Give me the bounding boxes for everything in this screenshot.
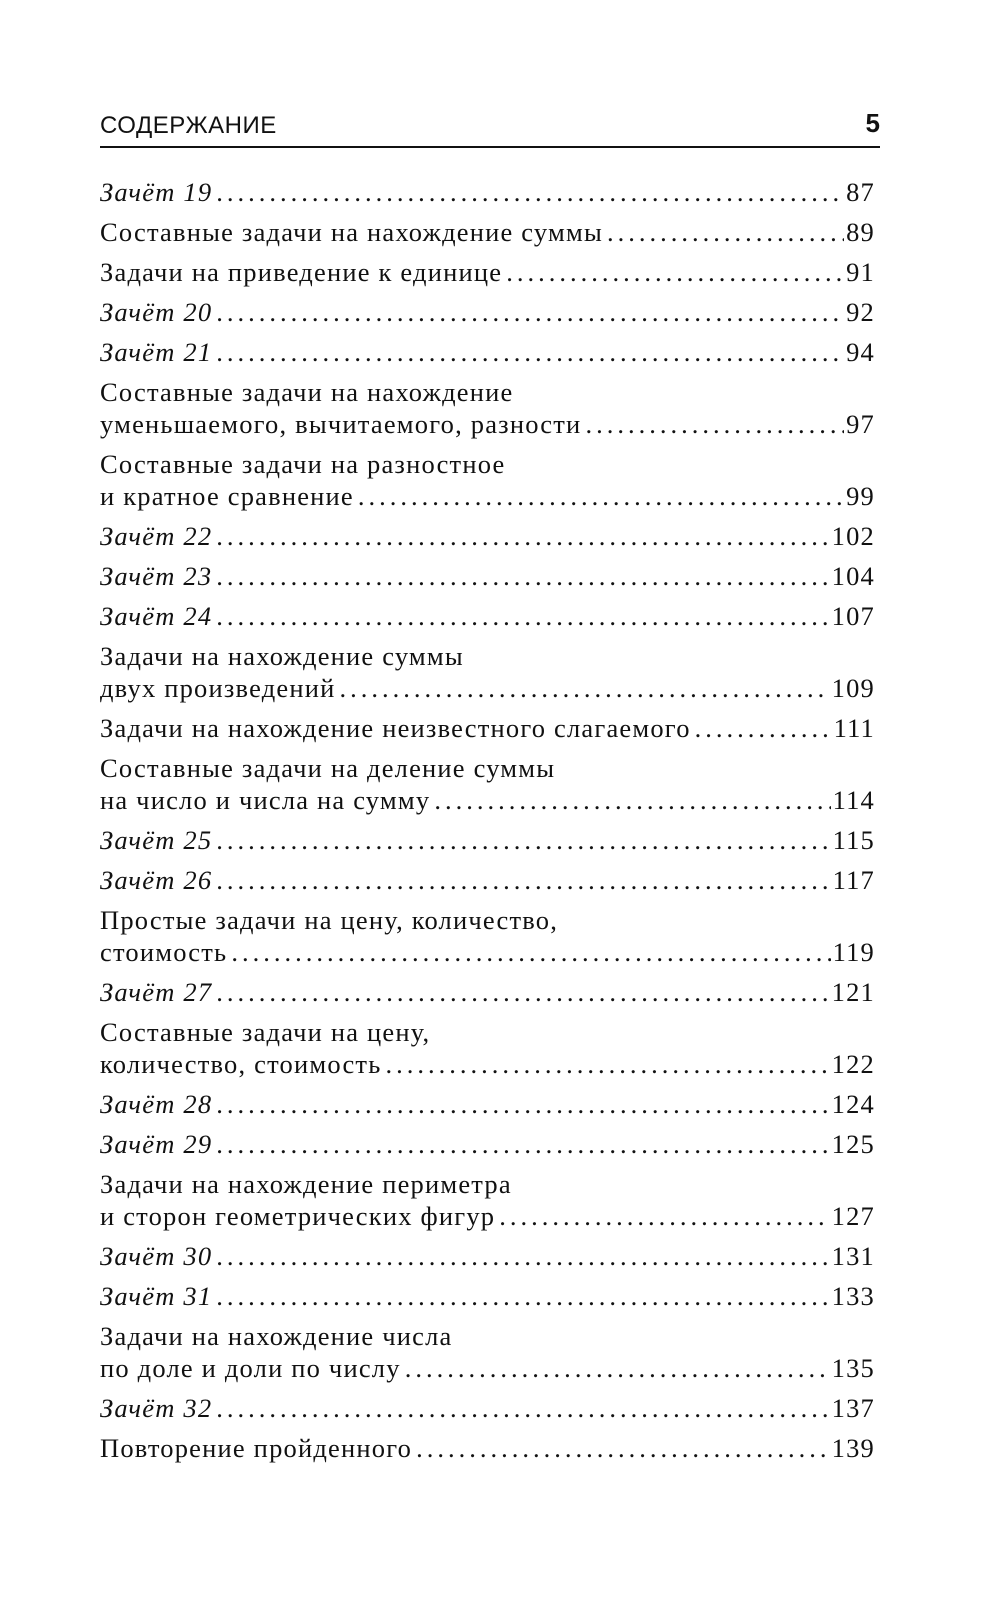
toc-entry-line [100, 216, 875, 248]
toc-entry-title: по доле и доли по числу [100, 1353, 401, 1383]
toc-entry-line [100, 336, 875, 368]
toc-entry-line [100, 936, 875, 968]
toc-entry-line [100, 784, 875, 816]
toc-entry [100, 520, 875, 552]
toc-entry-page: 124 [831, 1089, 875, 1119]
toc-entry-page: 133 [831, 1281, 875, 1311]
dot-leader [695, 712, 832, 744]
toc-entry [100, 640, 875, 704]
toc-entry [100, 336, 875, 368]
toc-entry-page: 87 [846, 177, 875, 207]
dot-leader [216, 1392, 829, 1424]
toc-entry-title: стоимость [100, 937, 228, 967]
toc-entry-line [100, 1352, 875, 1384]
dot-leader [216, 336, 844, 368]
toc-entry-title: двух произведений [100, 673, 336, 703]
toc-entry-title: уменьшаемого, вычитаемого, разности [100, 409, 582, 439]
dot-leader [416, 1432, 830, 1464]
toc-entry [100, 448, 875, 512]
toc-entry-line [100, 1128, 875, 1160]
toc-entry-page: 92 [846, 297, 875, 327]
toc-entry-title-line: Составные задачи на деление суммы [100, 753, 556, 783]
dot-leader [216, 296, 844, 328]
toc-entry-line [100, 408, 875, 440]
page-number: 5 [865, 108, 880, 138]
toc-entry-title-line: Составные задачи на цену, [100, 1017, 431, 1047]
toc-entry [100, 1016, 875, 1080]
toc-entry-page: 121 [831, 977, 875, 1007]
toc-entry [100, 712, 875, 744]
toc-entry-page: 119 [832, 937, 875, 967]
toc-entry-page: 131 [831, 1241, 875, 1271]
toc-entry-title: Зачёт 24 [100, 601, 213, 631]
dot-leader [216, 1088, 829, 1120]
toc-entry-page: 107 [831, 601, 875, 631]
toc-entry [100, 376, 875, 440]
toc-entry-title-line: Задачи на нахождение числа [100, 1321, 453, 1351]
toc-entry-line [100, 824, 875, 856]
dot-leader [434, 784, 830, 816]
toc-entry [100, 1128, 875, 1160]
toc-entry-line [100, 600, 875, 632]
toc-entry-line [100, 1280, 875, 1312]
toc-entry-line [100, 296, 875, 328]
toc-entry [100, 864, 875, 896]
toc-entry-page: 122 [831, 1049, 875, 1079]
toc-entry-title: Зачёт 29 [100, 1129, 213, 1159]
toc-entry [100, 1280, 875, 1312]
toc-entry-page: 115 [832, 825, 875, 855]
dot-leader [216, 560, 829, 592]
toc-entry [100, 216, 875, 248]
toc-entry-title: Составные задачи на нахождение суммы [100, 217, 603, 247]
toc-entry-title: Зачёт 27 [100, 977, 213, 1007]
dot-leader [216, 1240, 829, 1272]
toc-entry [100, 1392, 875, 1424]
toc-entry-line [100, 712, 875, 744]
toc-entry [100, 1088, 875, 1120]
toc-entry-line [100, 1432, 875, 1464]
toc-entry-line [100, 672, 875, 704]
toc-entry-title: Зачёт 22 [100, 521, 213, 551]
toc-entry-title: Зачёт 30 [100, 1241, 213, 1271]
dot-leader [405, 1352, 830, 1384]
toc-entry-page: 117 [832, 865, 875, 895]
toc-entry-page: 109 [831, 673, 875, 703]
toc-entry-line [100, 256, 875, 288]
dot-leader [216, 1128, 829, 1160]
toc-entry [100, 560, 875, 592]
toc-entry-line [100, 560, 875, 592]
dot-leader [340, 672, 830, 704]
toc-entry [100, 1240, 875, 1272]
toc-entry-title: и кратное сравнение [100, 481, 354, 511]
toc-entry-page: 97 [846, 409, 875, 439]
toc-entry-page: 139 [831, 1433, 875, 1463]
toc-entry-line [100, 1392, 875, 1424]
dot-leader [216, 864, 830, 896]
toc-entry-line [100, 480, 875, 512]
toc-entry [100, 904, 875, 968]
dot-leader [216, 176, 844, 208]
toc-entry-title: Задачи на приведение к единице [100, 257, 503, 287]
dot-leader [585, 408, 844, 440]
toc-entry-title: Зачёт 28 [100, 1089, 213, 1119]
toc-entry [100, 752, 875, 816]
toc-entry [100, 176, 875, 208]
page-header [100, 106, 880, 148]
dot-leader [358, 480, 844, 512]
toc-entry-page: 135 [831, 1353, 875, 1383]
toc-entry-title: Зачёт 21 [100, 337, 213, 367]
toc-entry-title-line: Задачи на нахождение суммы [100, 641, 464, 671]
toc-entry-page: 137 [831, 1393, 875, 1423]
toc-entry [100, 976, 875, 1008]
toc-entry-line [100, 1240, 875, 1272]
toc-entry-page: 99 [846, 481, 875, 511]
toc-entry-page: 111 [833, 713, 875, 743]
toc-entry [100, 824, 875, 856]
toc-entry-title: Повторение пройденного [100, 1433, 413, 1463]
toc-entry-title: Зачёт 25 [100, 825, 213, 855]
toc-entry-title-line: Составные задачи на разностное [100, 449, 506, 479]
toc-entry-line [100, 520, 875, 552]
toc-entry-page: 125 [831, 1129, 875, 1159]
dot-leader [386, 1048, 830, 1080]
toc-entry [100, 600, 875, 632]
dot-leader [506, 256, 844, 288]
toc-entry-line [100, 1048, 875, 1080]
toc-entry-title: на число и числа на сумму [100, 785, 431, 815]
toc-entry-title-line: Составные задачи на нахождение [100, 377, 514, 407]
toc-entry-page: 91 [846, 257, 875, 287]
toc-entry-page: 89 [846, 217, 875, 247]
toc-entry-line [100, 976, 875, 1008]
table-of-contents [100, 176, 875, 1472]
dot-leader [499, 1200, 829, 1232]
dot-leader [216, 1280, 829, 1312]
dot-leader [216, 600, 829, 632]
toc-entry [100, 1168, 875, 1232]
toc-entry-title: Зачёт 32 [100, 1393, 213, 1423]
page-title: СОДЕРЖАНИЕ [100, 112, 277, 139]
toc-entry-title: Зачёт 31 [100, 1281, 213, 1311]
toc-entry-title: и сторон геометрических фигур [100, 1201, 496, 1231]
toc-entry [100, 1320, 875, 1384]
toc-entry-title: Задачи на нахождение неизвестного слагаемого [100, 713, 691, 743]
dot-leader [216, 976, 829, 1008]
toc-entry [100, 1432, 875, 1464]
toc-entry-title: количество, стоимость [100, 1049, 382, 1079]
dot-leader [607, 216, 844, 248]
toc-entry [100, 296, 875, 328]
toc-entry-page: 127 [831, 1201, 875, 1231]
toc-entry-title: Зачёт 19 [100, 177, 213, 207]
toc-entry-line [100, 1088, 875, 1120]
toc-entry-page: 94 [846, 337, 875, 367]
toc-entry [100, 256, 875, 288]
dot-leader [231, 936, 830, 968]
toc-entry-page: 102 [831, 521, 875, 551]
toc-entry-page: 114 [832, 785, 875, 815]
toc-entry-page: 104 [831, 561, 875, 591]
toc-entry-line [100, 1200, 875, 1232]
toc-entry-line [100, 864, 875, 896]
dot-leader [216, 520, 829, 552]
toc-entry-line [100, 176, 875, 208]
dot-leader [216, 824, 830, 856]
toc-entry-title: Зачёт 26 [100, 865, 213, 895]
toc-entry-title: Зачёт 20 [100, 297, 213, 327]
toc-entry-title-line: Задачи на нахождение периметра [100, 1169, 512, 1199]
toc-entry-title-line: Простые задачи на цену, количество, [100, 905, 559, 935]
toc-entry-title: Зачёт 23 [100, 561, 213, 591]
